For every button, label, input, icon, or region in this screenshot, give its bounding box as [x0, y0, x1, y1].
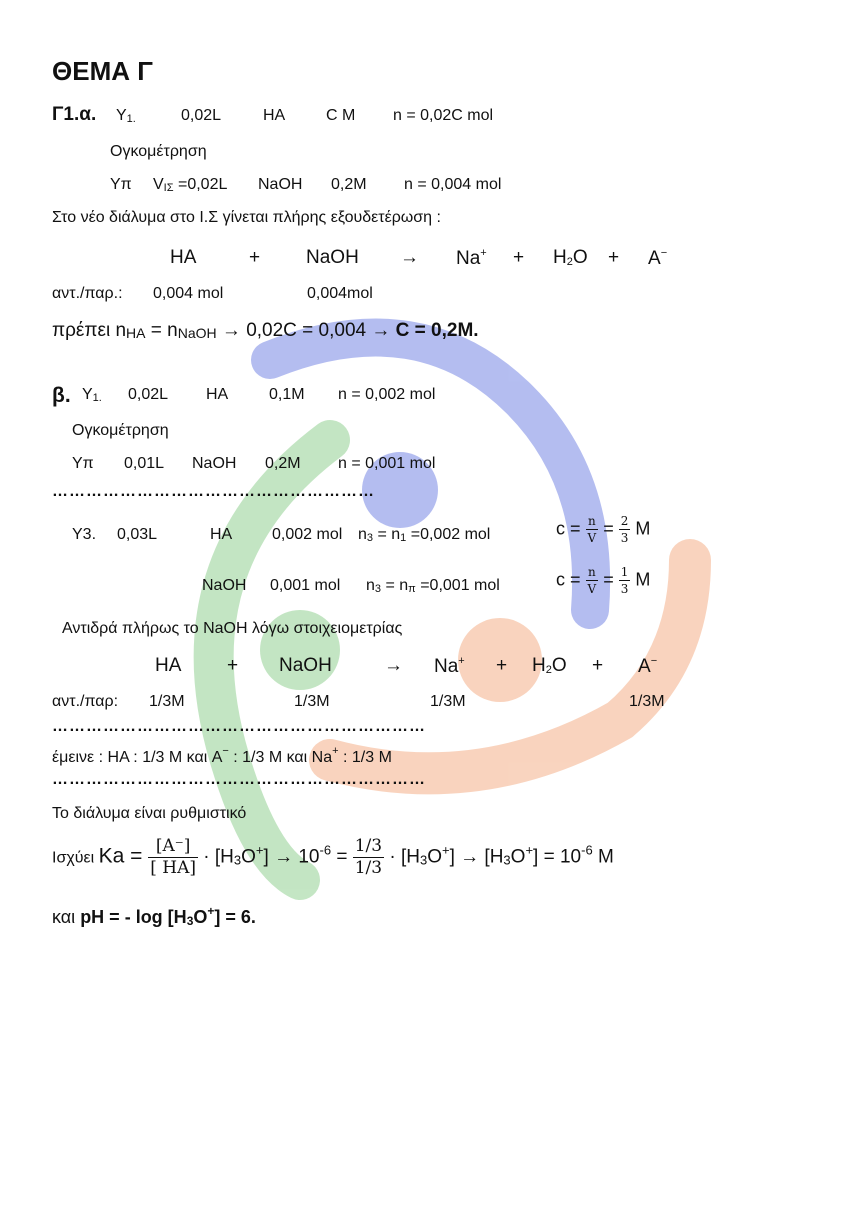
g1b-reaction-reactant-naoh: NaOH	[279, 655, 332, 676]
g1b-y3-name: Υ3.	[72, 526, 97, 543]
g1b-reaction-product-a: A−	[638, 655, 658, 677]
g1b-y3-substance: HA	[210, 526, 233, 543]
g1b-reaction-product-h2o: H2O	[532, 655, 567, 676]
g1b-y3b-concentration: c = $\frac{n}{V}$ = $\frac{1}{3}$ M	[556, 565, 651, 596]
g1b-reaction-plus: +	[227, 655, 239, 676]
g1b-ka-equation: Ισχύει Ka = $\frac{[A^-]}{[ HA]}$ · $[H3O^+] \to 10^{-6}$ = $\frac{1/3}{1/3}$ · $[H3O^+] \to [H3O^+] = 10^{-6}$ M	[52, 836, 614, 878]
g1b-yp-volume: 0,01L	[124, 455, 165, 472]
g1b-y1-moles: n = 0,002 mol	[338, 386, 436, 403]
g1b-react-val: 1/3M	[294, 693, 330, 710]
g1b-y3-volume: 0,03L	[117, 526, 158, 543]
g1a-reaction-plus: +	[249, 247, 261, 268]
g1b-reaction-plus: +	[592, 655, 604, 676]
g1b-yp-name: Υπ	[72, 455, 94, 472]
g1a-reaction-arrow: →	[400, 247, 419, 268]
g1b-y3b-substance: NaOH	[202, 577, 247, 594]
g1b-reaction-product-na: Na+	[434, 655, 465, 677]
g1a-yp-conc: 0,2M	[331, 176, 367, 193]
g1a-yp-substance: NaOH	[258, 176, 303, 193]
g1a-statement: Στο νέο διάλυμα στο Ι.Σ γίνεται πλήρης εξουδετέρωση :	[52, 209, 441, 226]
g1b-y3b-n-relation: n3 = nπ =0,001 mol	[366, 577, 500, 595]
g1b-titration: Ογκομέτρηση	[72, 422, 169, 439]
g1a-reaction-product-a: A−	[648, 247, 668, 269]
separator-dots: …………………………………………………………	[52, 771, 426, 788]
g1b-y3-n-relation: n3 = n1 =0,002 mol	[358, 526, 491, 544]
g1b-y3b-moles: 0,001 mol	[270, 577, 341, 594]
g1b-yp-moles: n = 0,001 mol	[338, 455, 436, 472]
g1b-react-val: 1/3M	[149, 693, 185, 710]
g1a-y1-substance: HA	[263, 107, 286, 124]
g1a-titration: Ογκομέτρηση	[110, 143, 207, 160]
g1a-y1-moles: n = 0,02C mol	[393, 107, 494, 124]
g1b-yp-conc: 0,2M	[265, 455, 301, 472]
g1b-remaining: έμεινε : HA : 1/3 M και A− : 1/3 M και Na+ : 1/3 M	[52, 745, 392, 766]
g1b-y1-volume: 0,02L	[128, 386, 169, 403]
g1b-y3-concentration: c = $\frac{n}{V}$ = $\frac{2}{3}$ M	[556, 514, 651, 545]
page-title: ΘΕΜΑ Γ	[52, 56, 153, 86]
g1b-y1-substance: HA	[206, 386, 229, 403]
g1a-conclusion: πρέπει nHA = nNaOH → 0,02C = 0,004 → C = 0,2M.	[52, 320, 479, 341]
g1a-yp-volume: VΙΣ =0,02L	[153, 176, 228, 194]
g1a-reaction-plus: +	[513, 247, 525, 268]
g1a-label: Γ1.α.	[52, 104, 97, 125]
g1b-yp-substance: NaOH	[192, 455, 237, 472]
g1a-y1-conc: C M	[326, 107, 356, 124]
g1a-reaction-product-na: Na+	[456, 247, 487, 269]
g1a-y1-name: Υ1.	[116, 107, 136, 125]
g1b-statement: Αντιδρά πλήρως το NaOH λόγω στοιχειομετρίας	[62, 620, 403, 637]
separator-dots: …………………………………………………	[52, 483, 375, 500]
g1b-react-val: 1/3M	[629, 693, 665, 710]
g1a-reaction-product-h2o: H2O	[553, 247, 588, 268]
g1a-reaction-plus: +	[608, 247, 620, 268]
g1b-buffer-statement: Το διάλυμα είναι ρυθμιστικό	[52, 805, 247, 822]
g1b-y1-name: Υ1.	[82, 386, 102, 404]
g1b-label: β.	[52, 384, 71, 407]
separator-dots: …………………………………………………………	[52, 718, 426, 735]
g1b-ph-result: και pH = - log [H3O+] = 6.	[52, 904, 256, 928]
g1a-react-val-2: 0,004mol	[307, 285, 373, 302]
g1a-react-val-1: 0,004 mol	[153, 285, 224, 302]
g1b-react-label: αντ./παρ:	[52, 693, 119, 710]
g1b-reaction-reactant-ha: HA	[155, 655, 182, 676]
g1b-y3-moles: 0,002 mol	[272, 526, 343, 543]
g1a-y1-volume: 0,02L	[181, 107, 222, 124]
g1b-y1-conc: 0,1M	[269, 386, 305, 403]
g1a-reaction-reactant-naoh: NaOH	[306, 247, 359, 268]
g1b-reaction-plus: +	[496, 655, 508, 676]
g1b-react-val: 1/3M	[430, 693, 466, 710]
g1b-reaction-arrow: →	[384, 655, 403, 676]
g1a-reaction-reactant-ha: HA	[170, 247, 197, 268]
g1a-react-label: αντ./παρ.:	[52, 285, 123, 302]
g1a-yp-moles: n = 0,004 mol	[404, 176, 502, 193]
g1a-yp-name: Υπ	[110, 176, 132, 193]
